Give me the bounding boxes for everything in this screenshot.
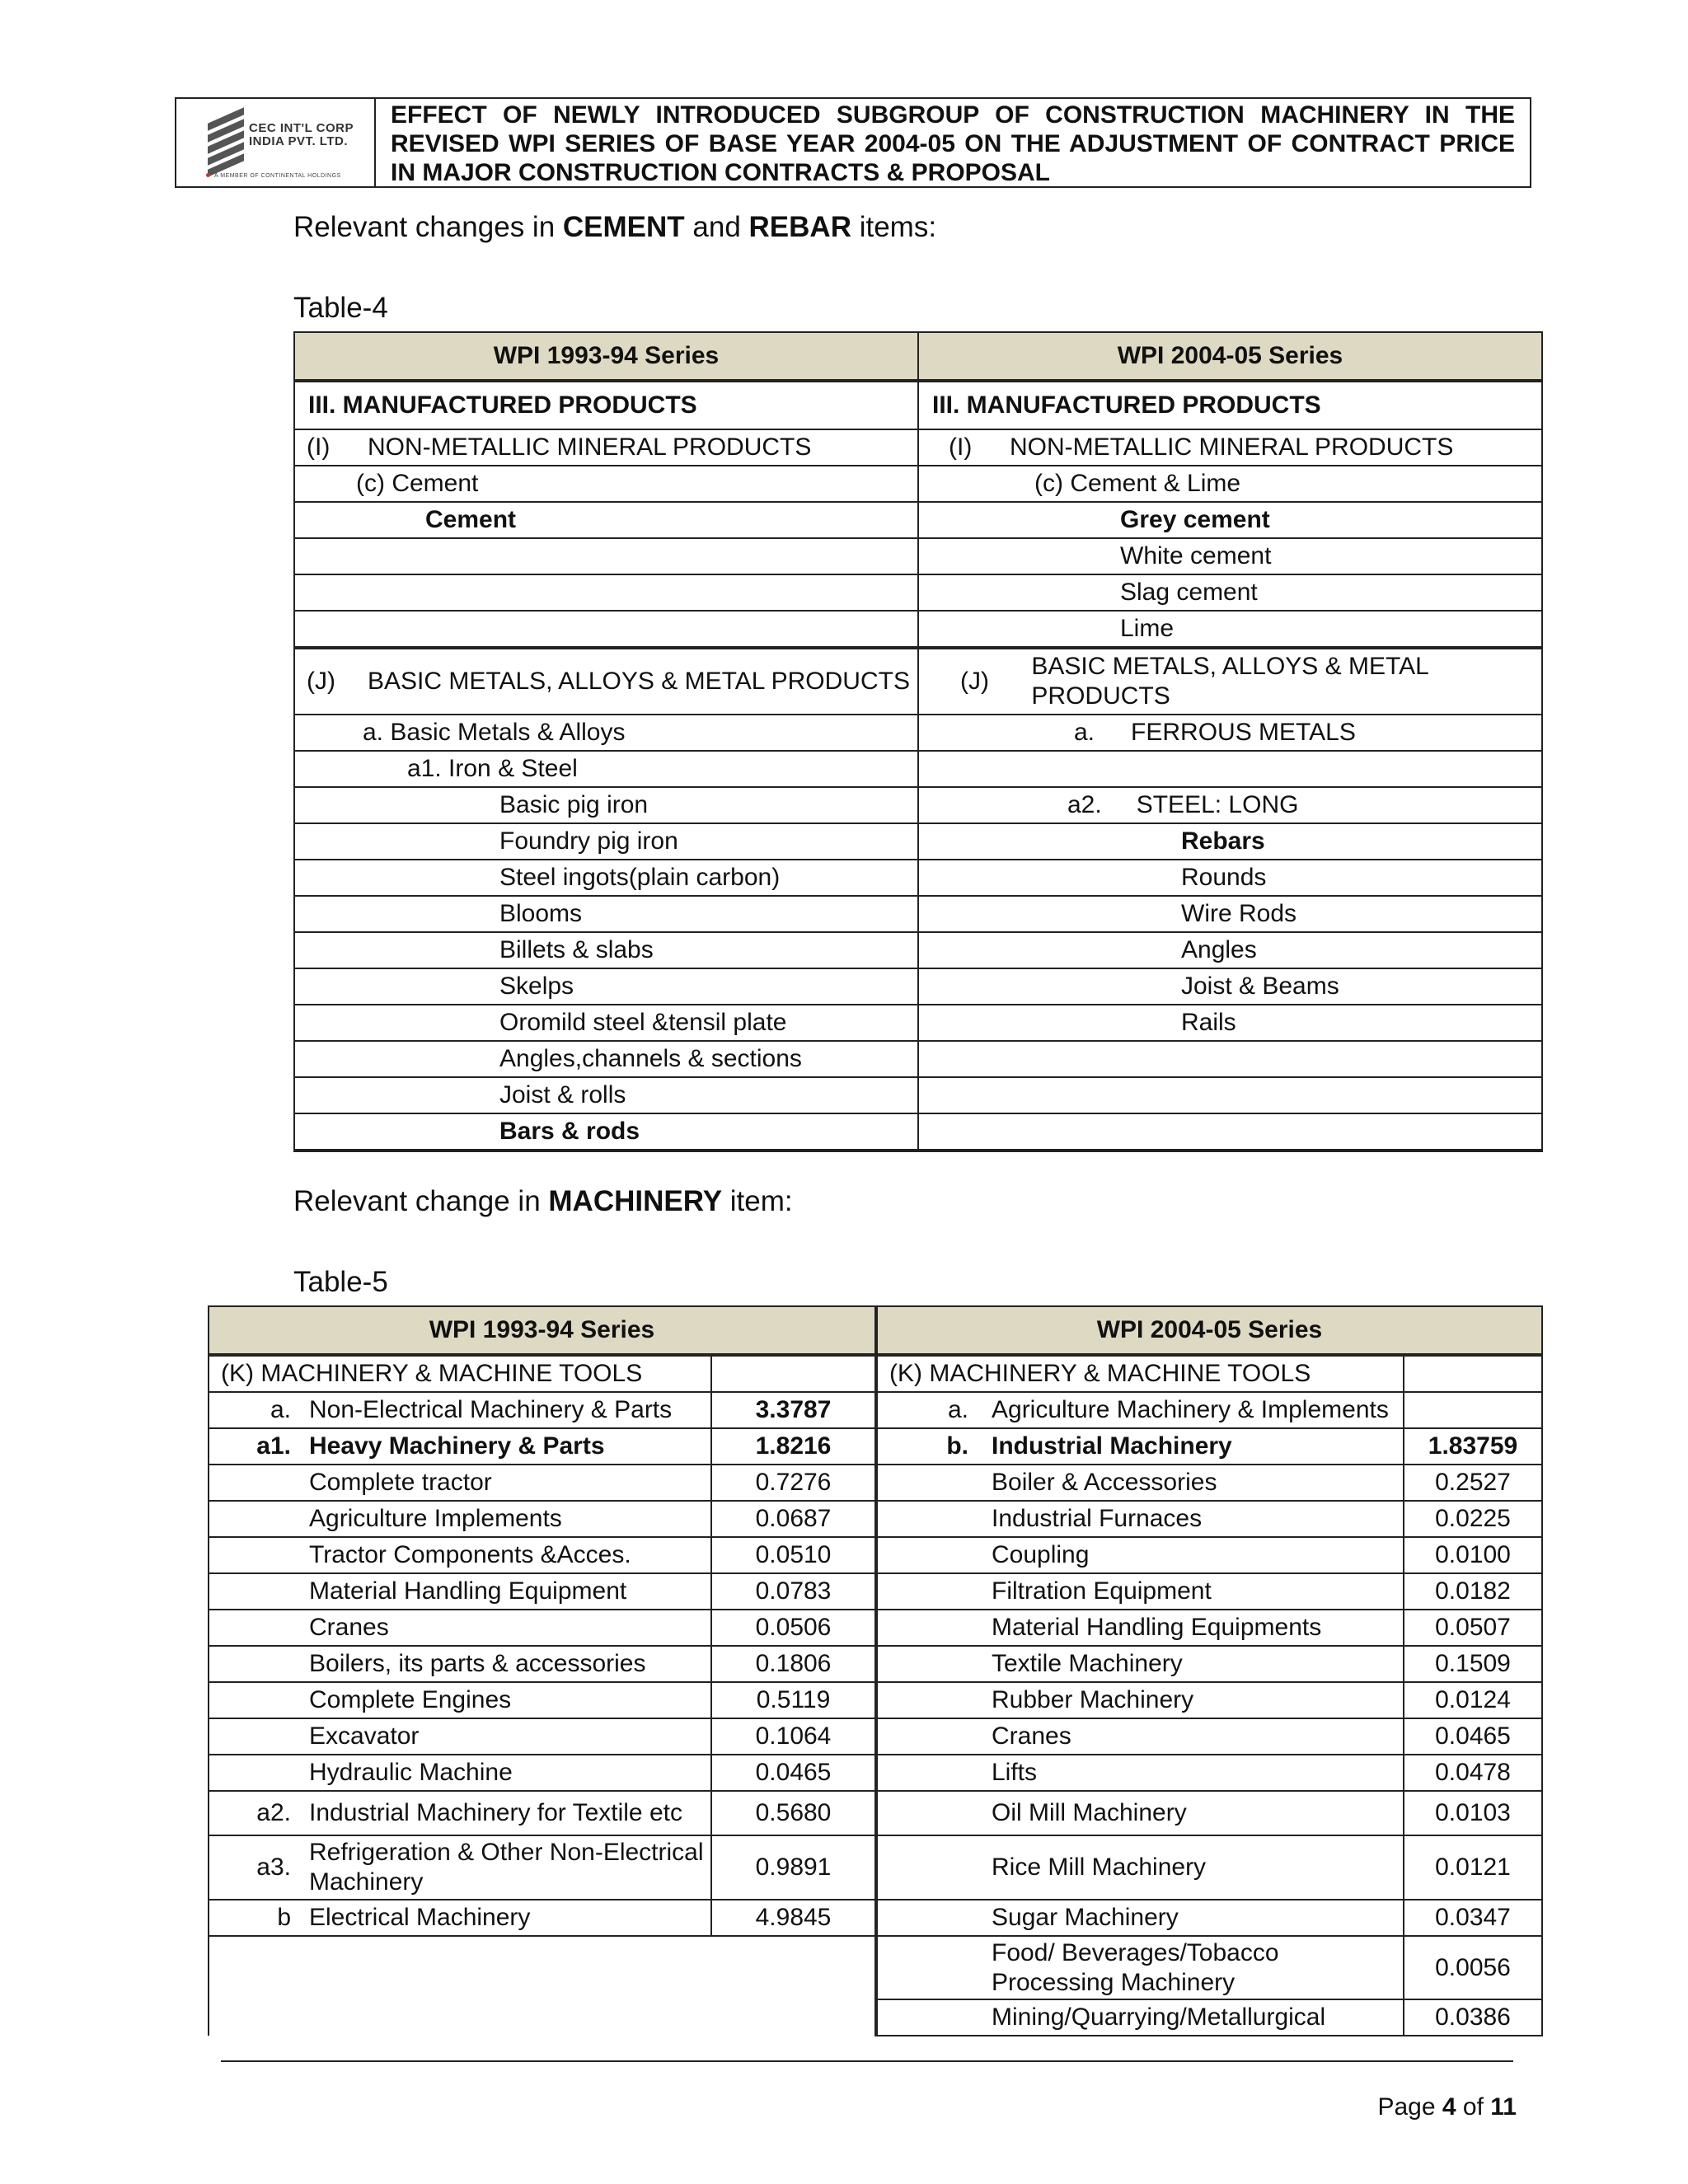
table-row: (K) MACHINERY & MACHINE TOOLS (K) MACHINERY & MACHINE TOOLS xyxy=(209,1355,1542,1392)
table-row: Agriculture Implements 0.0687 Industrial Furnaces 0.0225 xyxy=(209,1501,1542,1537)
table4 xyxy=(293,331,1543,1152)
table-row: a2. Industrial Machinery for Textile etc 0.5680 Oil Mill Machinery 0.0103 xyxy=(209,1791,1542,1835)
table-row: Cement Grey cement xyxy=(294,502,1542,538)
table-row: Billets & slabs Angles xyxy=(294,932,1542,968)
table-row: a1. Iron & Steel xyxy=(294,751,1542,787)
table-row: Excavator 0.1064 Cranes 0.0465 xyxy=(209,1718,1542,1755)
logo-mark-icon xyxy=(208,112,244,166)
header-wpi-2004: WPI 2004-05 Series xyxy=(918,332,1542,381)
table-row: Mining/Quarrying/Metallurgical 0.0386 xyxy=(209,1999,1542,2036)
table-row: Joist & rolls xyxy=(294,1077,1542,1113)
table-row: III. MANUFACTURED PRODUCTS III. MANUFACTURED PRODUCTS xyxy=(294,381,1542,429)
header-wpi-1993: WPI 1993-94 Series xyxy=(209,1306,876,1355)
logo-dot-icon xyxy=(206,173,210,177)
header-wpi-2004: WPI 2004-05 Series xyxy=(876,1306,1542,1355)
table-row: Food/ Beverages/Tobacco Processing Machinery 0.0056 xyxy=(209,1936,1542,1999)
table-row: a3. Refrigeration & Other Non-Electrical Machinery 0.9891 Rice Mill Machinery 0.0121 xyxy=(209,1835,1542,1900)
table-row: Material Handling Equipment 0.0783 Filtration Equipment 0.0182 xyxy=(209,1573,1542,1610)
table-row: Angles,channels & sections xyxy=(294,1041,1542,1077)
header-wpi-1993: WPI 1993-94 Series xyxy=(294,332,918,381)
document-title: EFFECT OF NEWLY INTRODUCED SUBGROUP OF CONSTRUCTION MACHINERY IN THE REVISED WPI SERIES OF BASE YEAR 2004-05 ON THE ADJUSTMENT OF CONTRACT PRICE IN MAJOR CONSTRUCTION CONTRACTS & PROPOSAL xyxy=(391,101,1515,186)
table-row: Complete tractor 0.7276 Boiler & Accessories 0.2527 xyxy=(209,1465,1542,1501)
section-heading-machinery: Relevant change in MACHINERY item: xyxy=(293,1185,793,1217)
footer-divider xyxy=(221,2060,1513,2062)
table-row: b Electrical Machinery 4.9845 Sugar Machinery 0.0347 xyxy=(209,1900,1542,1936)
logo-name: CEC INT'L CORP INDIA PVT. LTD. xyxy=(249,121,354,148)
table-row: White cement xyxy=(294,538,1542,574)
table-row: a. Non-Electrical Machinery & Parts 3.3787 a. Agriculture Machinery & Implements xyxy=(209,1392,1542,1428)
table-row: a. Basic Metals & Alloys a. FERROUS METALS xyxy=(294,715,1542,751)
section-heading-cement-rebar: Relevant changes in CEMENT and REBAR items: xyxy=(293,211,937,243)
document-header xyxy=(175,97,1531,188)
table-row: Tractor Components &Acces. 0.0510 Coupling 0.0100 xyxy=(209,1537,1542,1573)
logo-tagline: A MEMBER OF CONTINENTAL HOLDINGS xyxy=(214,173,341,179)
table-row: (J) BASIC METALS, ALLOYS & METAL PRODUCTS (J) BASIC METALS, ALLOYS & METAL PRODUCTS xyxy=(294,648,1542,715)
company-logo xyxy=(176,99,376,186)
table-row: Basic pig iron a2. STEEL: LONG xyxy=(294,787,1542,823)
table-row: (I) NON-METALLIC MINERAL PRODUCTS (I) NON-METALLIC MINERAL PRODUCTS xyxy=(294,429,1542,466)
table-row: Boilers, its parts & accessories 0.1806 Textile Machinery 0.1509 xyxy=(209,1646,1542,1682)
table-row: Slag cement xyxy=(294,574,1542,611)
table-row: Hydraulic Machine 0.0465 Lifts 0.0478 xyxy=(209,1755,1542,1791)
table-header-row xyxy=(209,1306,1542,1355)
table-row: Cranes 0.0506 Material Handling Equipments 0.0507 xyxy=(209,1610,1542,1646)
table-row: (c) Cement (c) Cement & Lime xyxy=(294,466,1542,502)
table-row: Foundry pig iron Rebars xyxy=(294,823,1542,860)
table4-label: Table-4 xyxy=(293,292,388,324)
table-header-row xyxy=(294,332,1542,381)
table5 xyxy=(208,1305,1543,2036)
table-row: Bars & rods xyxy=(294,1113,1542,1151)
table-row: Oromild steel &tensil plate Rails xyxy=(294,1005,1542,1041)
table5-label: Table-5 xyxy=(293,1266,388,1298)
table-row: Blooms Wire Rods xyxy=(294,896,1542,932)
page-number: Page 4 of 11 xyxy=(1377,2093,1517,2121)
table-row: a1. Heavy Machinery & Parts 1.8216 b. Industrial Machinery 1.83759 xyxy=(209,1428,1542,1465)
table-row: Complete Engines 0.5119 Rubber Machinery 0.0124 xyxy=(209,1682,1542,1718)
table-row: Steel ingots(plain carbon) Rounds xyxy=(294,860,1542,896)
table-row: Skelps Joist & Beams xyxy=(294,968,1542,1005)
table-row: Lime xyxy=(294,611,1542,648)
